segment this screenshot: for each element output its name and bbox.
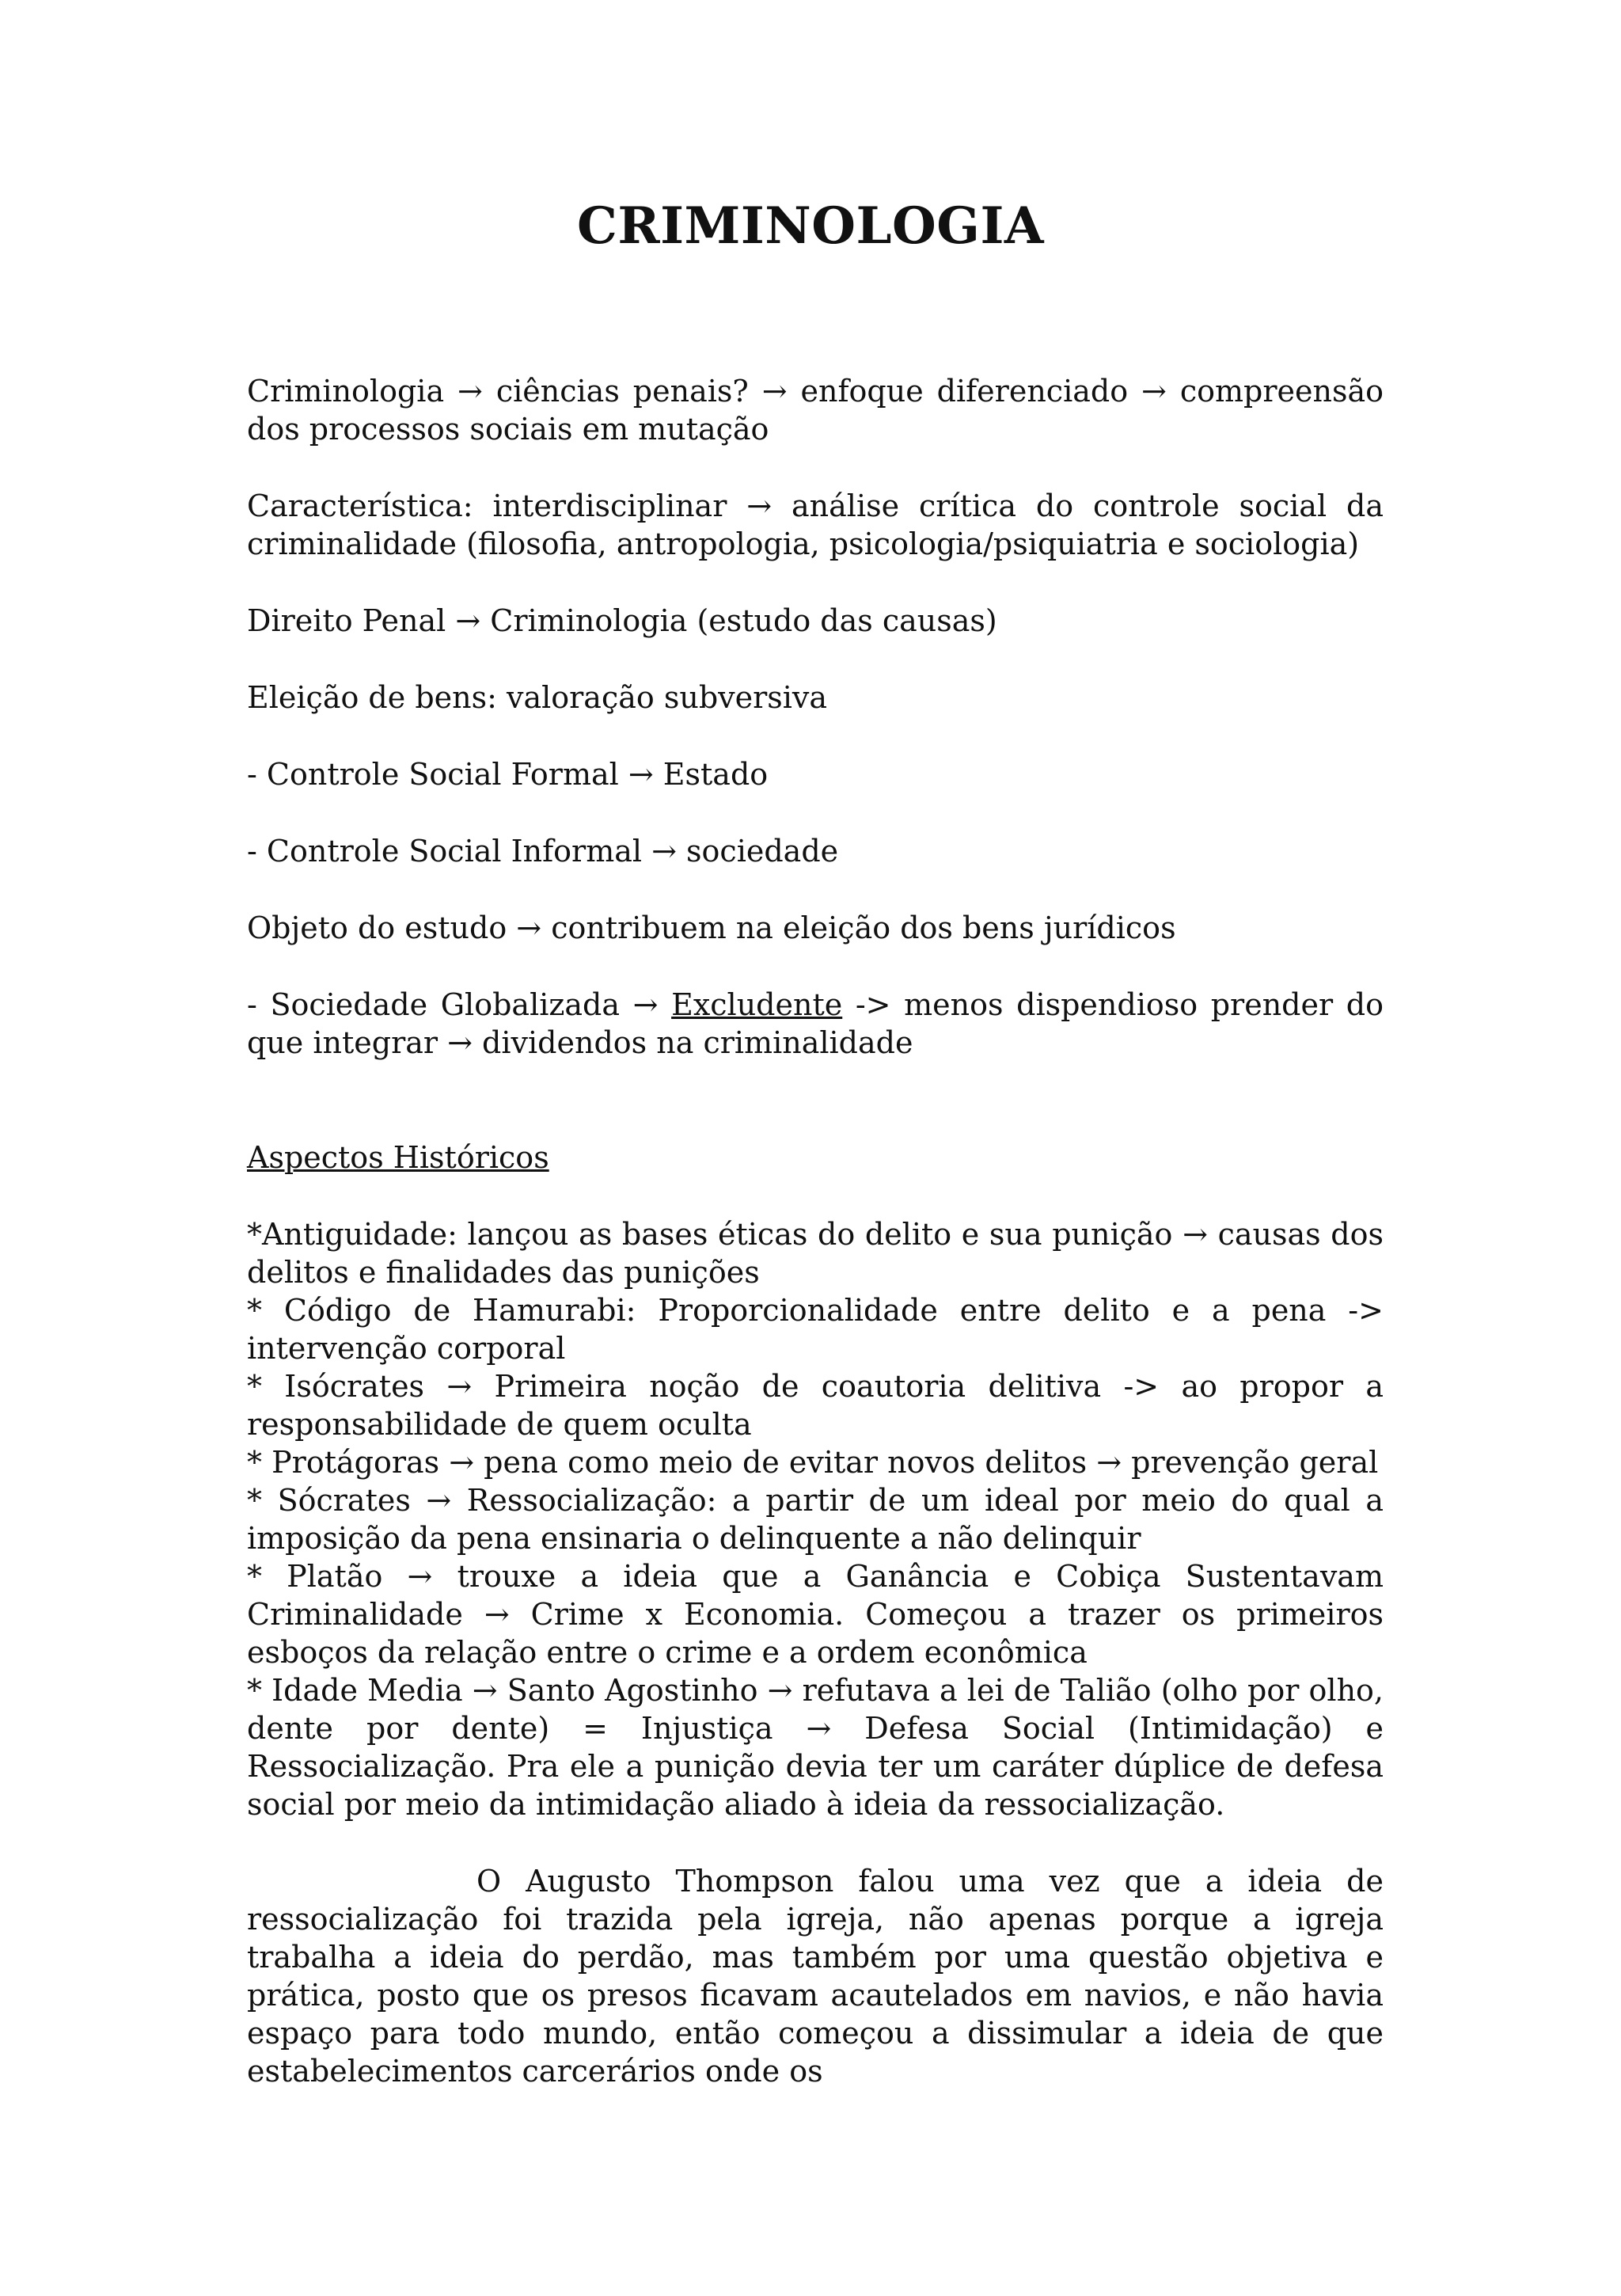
list-item-antiguidade: *Antiguidade: lançou as bases éticas do delito e sua punição → causas dos delitos e finalidades das punições [247,1217,1384,1290]
list-item-platao: * Platão → trouxe a ideia que a Ganância e Cobiça Sustentavam Criminalidade → Crime x Economia. Começou a trazer os primeiros esboços da relação entre o crime e a ordem econômica [247,1559,1384,1670]
page-title: CRIMINOLOGIA [576,196,1045,256]
list-item-protagoras: * Protágoras → pena como meio de evitar novos delitos → prevenção geral [247,1445,1379,1480]
paragraph-prefix: - Sociedade Globalizada → [247,987,672,1022]
paragraph-thompson: O Augusto Thompson falou uma vez que a ideia de ressocialização foi trazida pela igreja, não apenas porque a igreja trabalha a ideia do perdão, mas também por uma questão objetiva e prática, posto que os presos ficavam acautelados em navios, e não havia espaço para todo mundo, então começou a dissimular a ideia de que estabelecimentos carcerários onde os [247,1864,1384,2089]
paragraph-direito-penal: Direito Penal → Criminologia (estudo das causas) [247,603,997,638]
paragraph-eleicao-bens: Eleição de bens: valoração subversiva [247,680,828,715]
paragraph-suffix: -> menos dispendioso prender do que integrar → dividendos na criminalidade [247,987,1384,1060]
underlined-term: Excludente [671,987,843,1022]
list-item-isocrates: * Isócrates → Primeira noção de coautoria delitiva -> ao propor a responsabilidade de quem oculta [247,1369,1384,1442]
section-heading: Aspectos Históricos [247,1140,549,1175]
list-item-socrates: * Sócrates → Ressocialização: a partir de um ideal por meio do qual a imposição da pena ensinaria o delinquente a não delinquir [247,1483,1384,1556]
list-item-hamurabi: * Código de Hamurabi: Proporcionalidade entre delito e a pena -> intervenção corporal [247,1293,1384,1366]
paragraph-controle-informal: - Controle Social Informal → sociedade [247,834,839,869]
document-body [247,372,1384,2090]
list-item-idade-media: * Idade Media → Santo Agostinho → refutava a lei de Talião (olho por olho, dente por dente) = Injustiça → Defesa Social (Intimidação) e Ressocialização. Pra ele a punição devia ter um caráter dúplice de defesa social por meio da intimidação aliado à ideia da ressocialização. [247,1673,1384,1822]
paragraph-controle-formal: - Controle Social Formal → Estado [247,757,769,792]
paragraph-criminologia: Criminologia → ciências penais? → enfoque diferenciado → compreensão dos processos sociais em mutação [247,374,1384,447]
paragraph-caracteristica: Característica: interdisciplinar → análise crítica do controle social da criminalidade (filosofia, antropologia, psicologia/psiquiatria e sociologia) [247,488,1384,561]
paragraph-sociedade-globalizada [247,986,1384,1062]
paragraph-objeto-estudo: Objeto do estudo → contribuem na eleição dos bens jurídicos [247,910,1176,945]
